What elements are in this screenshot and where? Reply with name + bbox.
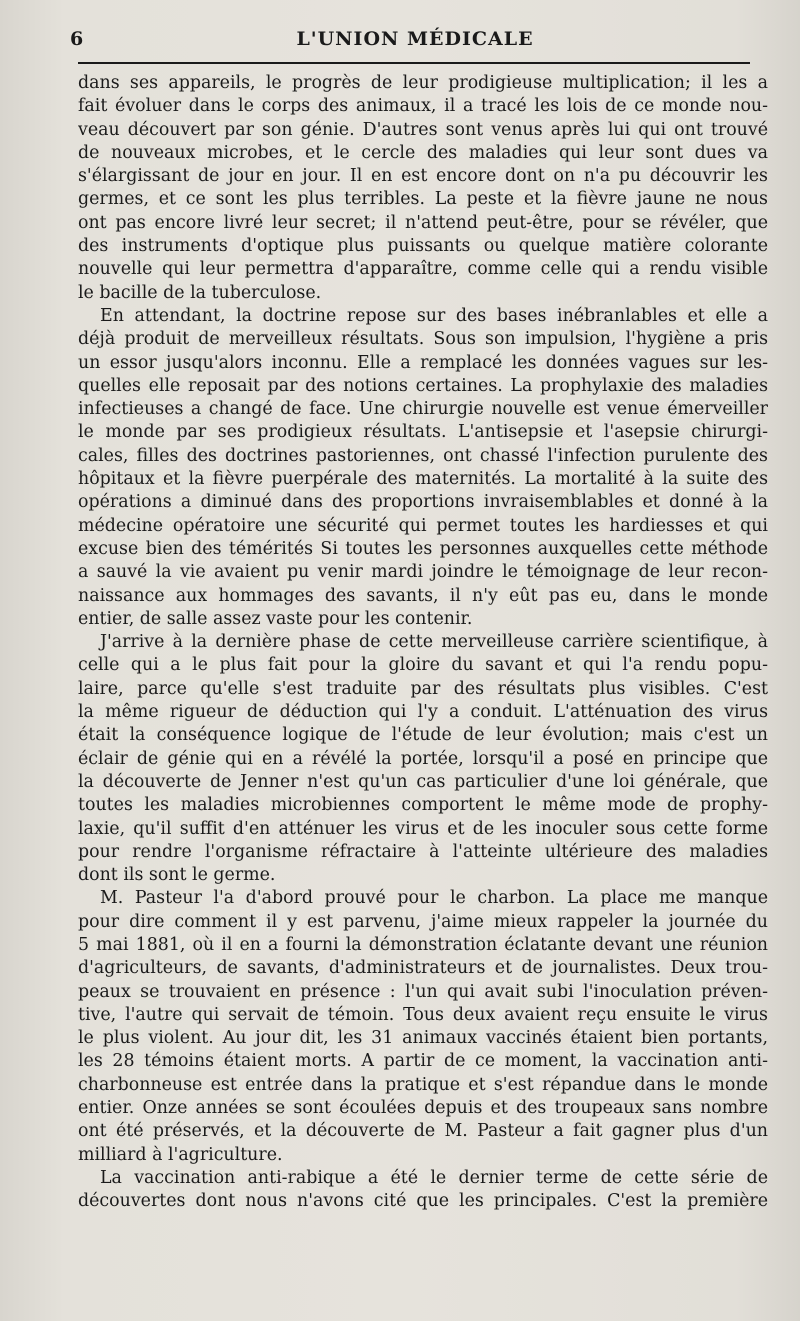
text-line: infectieuses a changé de face. Une chirurgie nouvelle est venue émerveiller [78, 399, 768, 420]
running-title: L'UNION MÉDICALE [296, 28, 534, 50]
text-line: le plus violent. Au jour dit, les 31 animaux vaccinés étaient bien portants, [78, 1028, 768, 1049]
text-line: les 28 témoins étaient morts. A partir de ce moment, la vaccination anti- [78, 1051, 768, 1072]
text-line: entier, de salle assez vaste pour les contenir. [78, 608, 473, 629]
text-line: naissance aux hommages des savants, il n'y eût pas eu, dans le monde [78, 585, 768, 606]
body-text [78, 72, 768, 1214]
text-line: ont été préservés, et la découverte de M. Pasteur a fait gagner plus d'un [78, 1121, 768, 1142]
text-line: tive, l'autre qui servait de témoin. Tous deux avaient reçu ensuite le virus [78, 1004, 768, 1025]
text-line: fait évoluer dans le corps des animaux, il a tracé les lois de ce monde nou- [78, 96, 768, 117]
text-line: de nouveaux microbes, et le cercle des maladies qui leur sont dues va [78, 142, 768, 163]
text-line: celle qui a le plus fait pour la gloire du savant et qui l'a rendu popu- [78, 655, 768, 676]
text-line: dans ses appareils, le progrès de leur prodigieuse multiplication; il les a [78, 73, 768, 93]
text-line: éclair de génie qui en a révélé la portée, lorsqu'il a posé en principe que [78, 748, 768, 769]
text-line: En attendant, la doctrine repose sur des bases inébranlables et elle a [100, 305, 768, 326]
text-line: milliard à l'agriculture. [78, 1144, 283, 1165]
text-line: ont pas encore livré leur secret; il n'attend peut-être, pour se révéler, que [78, 212, 768, 233]
text-line: opérations a diminué dans des proportions invraisemblables et donné à la [78, 492, 768, 513]
page-number: 6 [70, 28, 85, 50]
text-line: le bacille de la tuberculose. [78, 282, 322, 303]
text-line: veau découvert par son génie. D'autres sont venus après lui qui ont trouvé [78, 119, 768, 140]
text-line: a sauvé la vie avaient pu venir mardi joindre le témoignage de leur recon- [78, 562, 768, 583]
text-line: découvertes dont nous n'avons cité que les principales. C'est la première [78, 1191, 768, 1212]
text-line: un essor jusqu'alors inconnu. Elle a remplacé les données vagues sur les- [78, 352, 768, 373]
text-line: excuse bien des témérités Si toutes les personnes auxquelles cette méthode [78, 538, 768, 559]
text-line: la découverte de Jenner n'est qu'un cas particulier d'une loi générale, que [78, 771, 768, 792]
header-rule [78, 62, 750, 64]
text-line: d'agriculteurs, de savants, d'administrateurs et de journalistes. Deux trou- [78, 958, 768, 979]
text-line: J'arrive à la dernière phase de cette merveilleuse carrière scientifique, à [100, 632, 768, 653]
text-line: cales, filles des doctrines pastoriennes, ont chassé l'infection purulente des [78, 445, 768, 466]
text-line: la même rigueur de déduction qui l'y a conduit. L'atténuation des virus [78, 702, 768, 723]
text-line: pour rendre l'organisme réfractaire à l'atteinte ultérieure des maladies [78, 841, 768, 862]
text-line: charbonneuse est entrée dans la pratique et s'est répandue dans le monde [78, 1074, 768, 1095]
text-line: dont ils sont le germe. [78, 865, 276, 886]
text-line: 5 mai 1881, où il en a fourni la démonstration éclatante devant une réunion [78, 934, 768, 955]
text-line: quelles elle reposait par des notions certaines. La prophylaxie des maladies [78, 375, 768, 396]
text-line: nouvelle qui leur permettra d'apparaître, comme celle qui a rendu visible [78, 259, 768, 280]
text-line: des instruments d'optique plus puissants ou quelque matière colorante [78, 236, 768, 257]
text-line: s'élargissant de jour en jour. Il en est encore dont on n'a pu découvrir les [78, 166, 768, 187]
text-line: médecine opératoire une sécurité qui permet toutes les hardiesses et qui [78, 515, 768, 536]
text-line: était la conséquence logique de l'étude de leur évolution; mais c'est un [78, 725, 768, 746]
text-line: pour dire comment il y est parvenu, j'aime mieux rappeler la journée du [78, 911, 768, 932]
text-line: La vaccination anti-rabique a été le dernier terme de cette série de [100, 1167, 768, 1188]
text-line: germes, et ce sont les plus terribles. La peste et la fièvre jaune ne nous [78, 189, 768, 210]
text-line: déjà produit de merveilleux résultats. Sous son impulsion, l'hygiène a pris [78, 329, 768, 350]
text-line: laxie, qu'il suffit d'en atténuer les virus et de les inoculer sous cette forme [78, 818, 768, 839]
text-line: M. Pasteur l'a d'abord prouvé pour le charbon. La place me manque [100, 888, 768, 909]
text-line: toutes les maladies microbiennes comportent le même mode de prophy- [78, 795, 768, 816]
text-line: laire, parce qu'elle s'est traduite par des résultats plus visibles. C'est [78, 678, 768, 699]
text-line: le monde par ses prodigieux résultats. L'antisepsie et l'asepsie chirurgi- [78, 422, 768, 443]
text-line: peaux se trouvaient en présence : l'un qui avait subi l'inoculation préven- [78, 981, 768, 1002]
text-line: entier. Onze années se sont écoulées depuis et des troupeaux sans nombre [78, 1098, 768, 1119]
page-header [70, 28, 760, 58]
text-line: hôpitaux et la fièvre puerpérale des maternités. La mortalité à la suite des [78, 469, 768, 490]
